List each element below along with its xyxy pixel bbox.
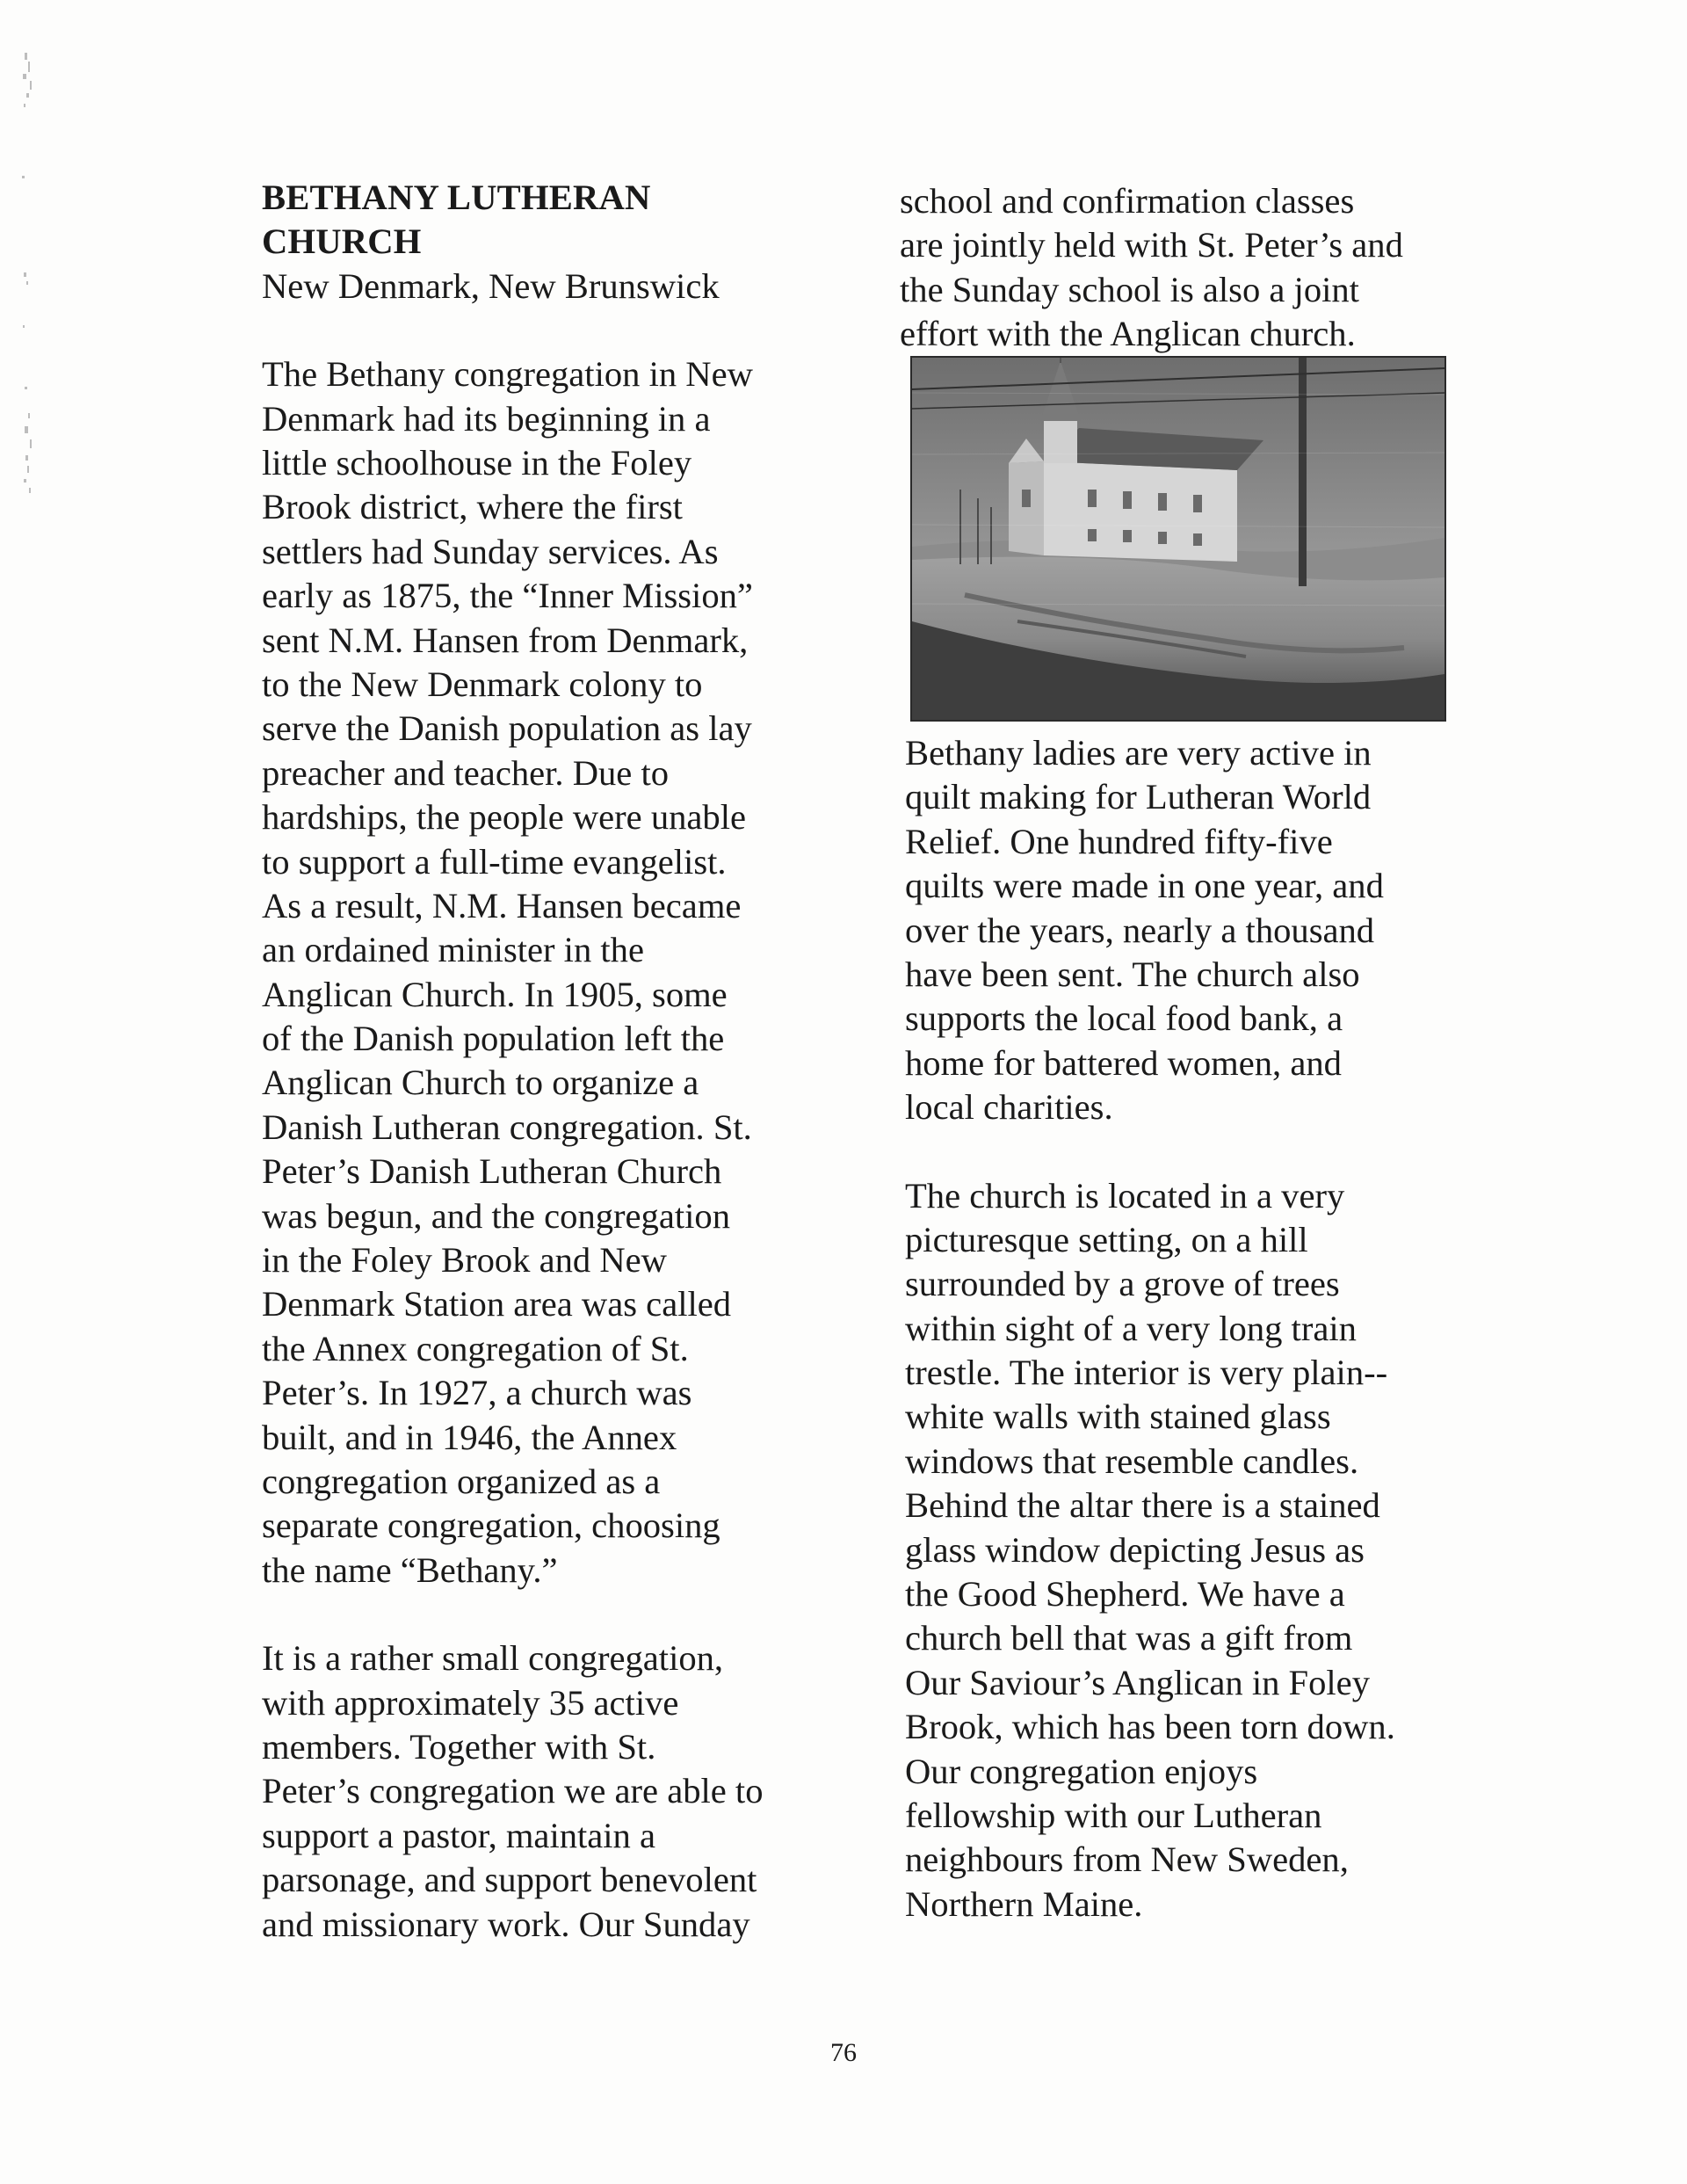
text-line: church bell that was a gift from	[905, 1618, 1353, 1658]
scan-noise-icon	[19, 35, 54, 598]
text-line: Our Saviour’s Anglican in Foley	[905, 1662, 1370, 1702]
paragraph-gap	[262, 1593, 824, 1636]
text-line: white walls with stained glass	[905, 1397, 1331, 1437]
text-line: supports the local food bank, a	[905, 998, 1343, 1039]
left-column	[262, 176, 824, 1947]
text-line: the Annex congregation of St.	[262, 1328, 689, 1368]
paragraph-setting	[905, 1174, 1395, 1927]
text-line: preacher and teacher. Due to	[262, 752, 670, 793]
text-line: and missionary work. Our Sunday	[262, 1904, 750, 1944]
text-line: Peter’s. In 1927, a church was	[262, 1373, 692, 1413]
text-line: within sight of a very long train	[905, 1308, 1357, 1348]
text-line: members. Together with St.	[262, 1726, 656, 1767]
text-line: parsonage, and support benevolent	[262, 1860, 757, 1900]
church-photo	[910, 356, 1446, 722]
text-line: Northern Maine.	[905, 1883, 1143, 1924]
text-line: with approximately 35 active	[262, 1682, 679, 1723]
text-line: the Sunday school is also a joint	[900, 269, 1359, 309]
text-line: separate congregation, choosing	[262, 1506, 720, 1546]
paragraph-history	[262, 352, 824, 1593]
text-line: of the Danish population left the	[262, 1019, 725, 1059]
text-line: local charities.	[905, 1087, 1113, 1128]
text-line: Our congregation enjoys	[905, 1751, 1258, 1791]
text-line: little schoolhouse in the Foley	[262, 443, 692, 483]
text-line: Bethany ladies are very active in	[905, 733, 1372, 773]
page-number: 76	[830, 2038, 857, 2067]
article-subtitle: New Denmark, New Brunswick	[262, 265, 720, 306]
text-line: built, and in 1946, the Annex	[262, 1417, 677, 1457]
paragraph-congregation	[262, 1636, 824, 1947]
text-line: effort with the Anglican church.	[900, 314, 1356, 354]
text-line: windows that resemble candles.	[905, 1440, 1359, 1481]
text-line: the name “Bethany.”	[262, 1549, 558, 1590]
text-line: Denmark had its beginning in a	[262, 398, 711, 439]
text-line: The church is located in a very	[905, 1175, 1345, 1215]
text-line: surrounded by a grove of trees	[905, 1264, 1340, 1304]
title-line: BETHANY LUTHERAN	[262, 178, 651, 217]
text-line: trestle. The interior is very plain--	[905, 1353, 1388, 1393]
text-line: have been sent. The church also	[905, 954, 1360, 994]
text-line: an ordained minister in the	[262, 930, 644, 970]
text-line: are jointly held with St. Peter’s and	[900, 225, 1403, 265]
text-line: home for battered women, and	[905, 1042, 1342, 1083]
right-column-bottom	[905, 731, 1395, 1926]
text-line: in the Foley Brook and New	[262, 1240, 667, 1281]
article-title	[262, 176, 824, 265]
text-line: Brook, which has been torn down.	[905, 1707, 1395, 1747]
text-line: to support a full-time evangelist.	[262, 841, 727, 882]
text-line: Peter’s Danish Lutheran Church	[262, 1151, 722, 1192]
paragraph-quilts	[905, 731, 1395, 1130]
right-column-top	[900, 179, 1480, 357]
text-line: the Good Shepherd. We have a	[905, 1574, 1345, 1614]
text-line: Danish Lutheran congregation. St.	[262, 1107, 752, 1147]
text-line: neighbours from New Sweden,	[905, 1839, 1349, 1880]
text-line: picturesque setting, on a hill	[905, 1219, 1308, 1259]
text-line: sent N.M. Hansen from Denmark,	[262, 620, 749, 660]
text-line: over the years, nearly a thousand	[905, 910, 1375, 950]
text-line: Anglican Church to organize a	[262, 1063, 699, 1103]
church-photo-icon	[912, 358, 1444, 720]
text-line: congregation organized as a	[262, 1461, 661, 1501]
text-line: glass window depicting Jesus as	[905, 1529, 1365, 1570]
text-line: to the New Denmark colony to	[262, 664, 703, 704]
text-line: The Bethany congregation in New	[262, 354, 753, 395]
text-line: As a result, N.M. Hansen became	[262, 885, 742, 925]
text-line: Anglican Church. In 1905, some	[262, 974, 728, 1014]
text-line: Denmark Station area was called	[262, 1284, 732, 1324]
title-line: CHURCH	[262, 221, 422, 262]
text-line: fellowship with our Lutheran	[905, 1795, 1322, 1835]
text-line: was begun, and the congregation	[262, 1195, 730, 1236]
text-line: school and confirmation classes	[900, 181, 1355, 221]
text-line: quilts were made in one year, and	[905, 866, 1384, 906]
text-line: support a pastor, maintain a	[262, 1815, 656, 1855]
text-line: settlers had Sunday services. As	[262, 531, 719, 571]
text-line: quilt making for Lutheran World	[905, 777, 1372, 817]
text-line: Brook district, where the first	[262, 487, 683, 527]
text-line: Relief. One hundred fifty-five	[905, 821, 1333, 861]
paragraph-gap	[905, 1130, 1395, 1174]
text-line: Behind the altar there is a stained	[905, 1485, 1380, 1526]
text-line: It is a rather small congregation,	[262, 1638, 724, 1679]
text-line: Peter’s congregation we are able to	[262, 1771, 764, 1811]
paragraph-continuation	[900, 179, 1480, 357]
text-line: hardships, the people were unable	[262, 797, 746, 838]
text-line: early as 1875, the “Inner Mission”	[262, 576, 753, 616]
text-line: serve the Danish population as lay	[262, 708, 752, 749]
